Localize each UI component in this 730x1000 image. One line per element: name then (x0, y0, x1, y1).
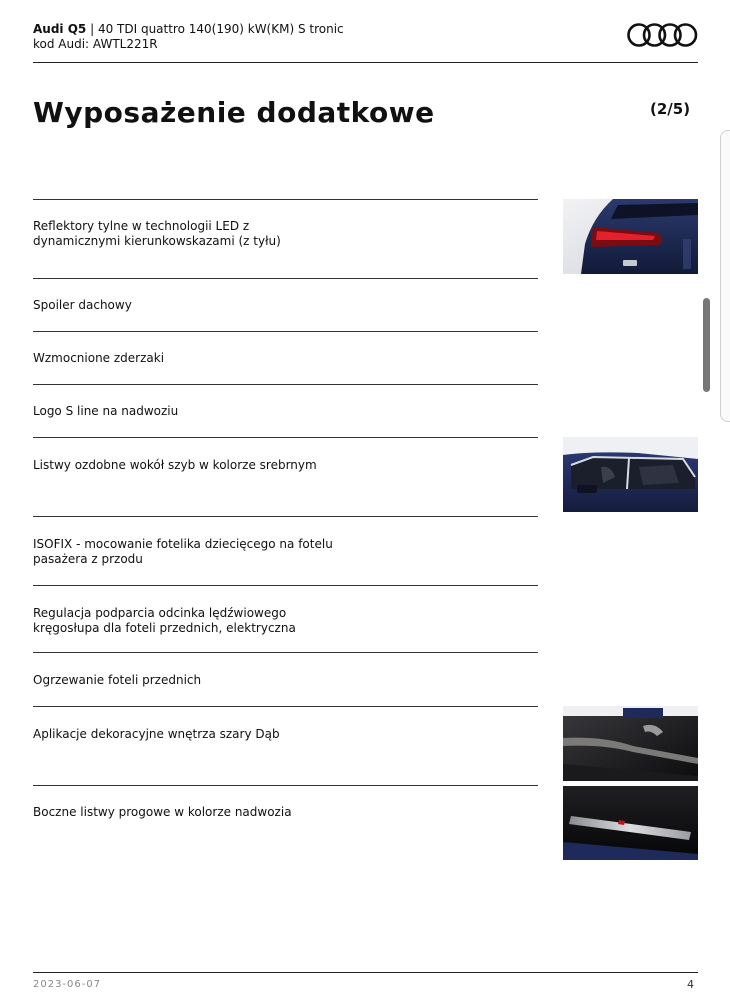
footer-date: 2023-06-07 (33, 979, 102, 990)
list-item: Ogrzewanie foteli przednich (33, 673, 202, 687)
page-number: 4 (687, 978, 694, 991)
item-divider (33, 331, 538, 332)
list-item: Reflektory tylne w technologii LED z dynamicznymi kierunkowskazami (z tyłu) (33, 219, 281, 248)
audi-rings-logo (626, 22, 698, 48)
page-title: Wyposażenie dodatkowe (33, 96, 435, 129)
list-item: Spoiler dachowy (33, 298, 132, 312)
item-divider (33, 437, 538, 438)
item-divider (33, 706, 538, 707)
model-line (33, 22, 344, 37)
item-divider (33, 585, 538, 586)
list-item: Logo S line na nadwoziu (33, 404, 179, 418)
list-item: Regulacja podparcia odcinka lędźwiowego kręgosłupa dla foteli przednich, elektryczna (33, 606, 296, 635)
model-spec: | 40 TDI quattro 140(190) kW(KM) S tronic (86, 22, 344, 36)
page-counter: (2/5) (650, 100, 691, 118)
item-divider (33, 516, 538, 517)
list-item: Boczne listwy progowe w kolorze nadwozia (33, 805, 292, 819)
scrollbar-thumb[interactable] (703, 298, 710, 392)
item-divider (33, 384, 538, 385)
list-item: Listwy ozdobne wokół szyb w kolorze srebrnym (33, 458, 317, 472)
window-trim-image (563, 437, 698, 512)
interior-decor-image (563, 706, 698, 781)
item-divider (33, 199, 538, 200)
item-divider (33, 652, 538, 653)
list-item: ISOFIX - mocowanie fotelika dziecięcego na fotelu pasażera z przodu (33, 537, 333, 566)
model-name: Audi Q5 (33, 22, 87, 36)
header-divider (33, 62, 698, 63)
audi-code: kod Audi: AWTL221R (33, 37, 158, 51)
document-header (33, 22, 344, 52)
item-divider (33, 278, 538, 279)
list-item: Wzmocnione zderzaki (33, 351, 165, 365)
led-taillight-image (563, 199, 698, 274)
footer-divider (33, 972, 698, 973)
side-panel-handle[interactable] (720, 130, 730, 422)
door-sill-image (563, 786, 698, 860)
item-divider (33, 785, 538, 786)
list-item: Aplikacje dekoracyjne wnętrza szary Dąb (33, 727, 280, 741)
